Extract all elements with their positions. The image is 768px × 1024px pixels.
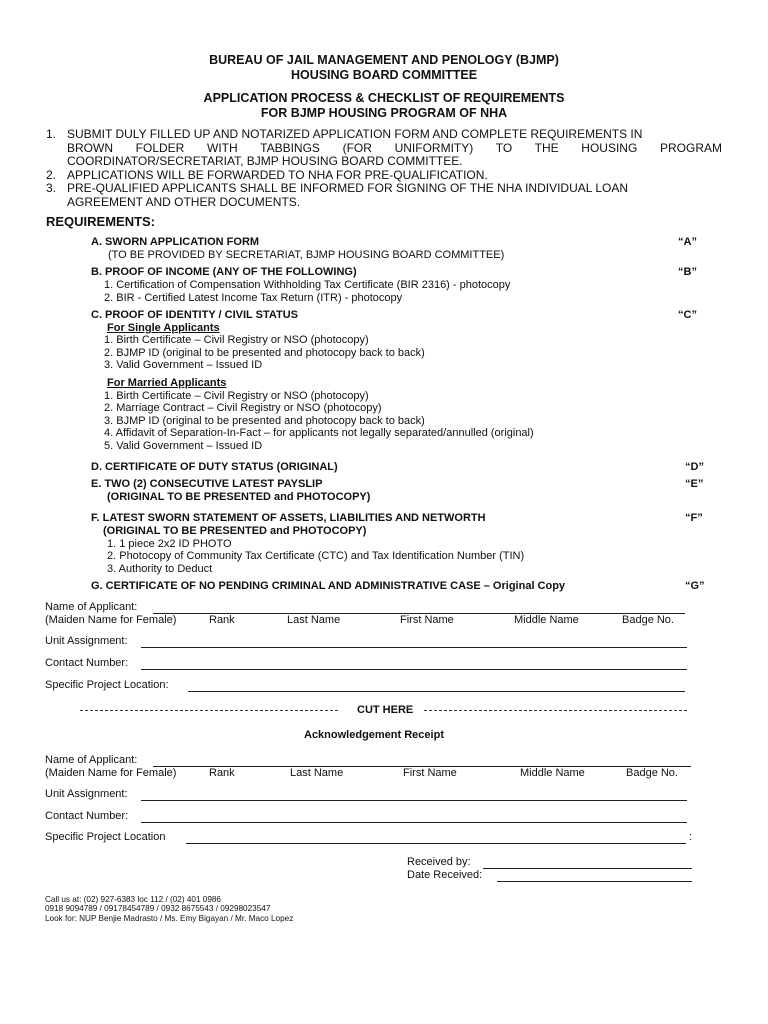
process-item: 2. APPLICATIONS WILL BE FORWARDED TO NHA FOR PRE-QUALIFICATION.: [46, 167, 488, 182]
rank-label: Rank: [209, 767, 235, 779]
last-name-label: Last Name: [290, 767, 344, 779]
req-c-title: C. PROOF OF IDENTITY / CIVIL STATUS: [91, 309, 298, 321]
list-item: 3. Authority to Deduct: [107, 563, 213, 575]
req-e-title: E. TWO (2) CONSECUTIVE LATEST PAYSLIP: [91, 478, 323, 490]
req-f-sub: (ORIGINAL TO BE PRESENTED and PHOTOCOPY): [103, 525, 367, 537]
maiden-name-label: (Maiden Name for Female): [45, 767, 177, 779]
middle-name-label: Middle Name: [520, 767, 585, 779]
process-list: [46, 128, 722, 209]
req-b-title: B. PROOF OF INCOME (ANY OF THE FOLLOWING): [91, 266, 357, 278]
footer-call: Call us at: (02) 927-6383 loc 112 / (02) 401 0986: [45, 895, 221, 904]
unit-assignment-field[interactable]: [141, 800, 687, 801]
requirements-heading: REQUIREMENTS:: [46, 214, 156, 229]
list-item: 2. Marriage Contract – Civil Registry or NSO (photocopy): [104, 402, 382, 414]
req-f-title: F. LATEST SWORN STATEMENT OF ASSETS, LIABILITIES AND NETWORTH: [91, 512, 486, 524]
single-applicants-label: For Single Applicants: [107, 322, 220, 334]
last-name-label: Last Name: [287, 614, 341, 626]
project-location-field[interactable]: [188, 691, 685, 692]
contact-number-field[interactable]: [141, 822, 687, 823]
list-item: 1. Certification of Compensation Withholding Tax Certificate (BIR 2316) - photocopy: [104, 279, 511, 291]
rank-label: Rank: [209, 614, 235, 626]
footer-contacts: Look for: NUP Benjie Madrasto / Ms. Emy Bigayan / Mr. Maco Lopez: [45, 914, 294, 923]
header-agency: BUREAU OF JAIL MANAGEMENT AND PENOLOGY (BJMP): [209, 53, 559, 67]
cut-line-left: [80, 710, 338, 711]
married-applicants-label: For Married Applicants: [107, 377, 227, 389]
cut-here-label: CUT HERE: [357, 704, 414, 716]
name-of-applicant-label: Name of Applicant:: [45, 601, 138, 613]
first-name-label: First Name: [400, 614, 454, 626]
list-item: 1. Birth Certificate – Civil Registry or NSO (photocopy): [104, 390, 369, 402]
list-item: 5. Valid Government – Issued ID: [104, 440, 263, 452]
received-by-field[interactable]: [483, 868, 692, 869]
req-e-sub: (ORIGINAL TO BE PRESENTED and PHOTOCOPY): [107, 491, 371, 503]
req-d-title: D. CERTIFICATE OF DUTY STATUS (ORIGINAL): [91, 461, 338, 473]
process-item: 1. SUBMIT DULY FILLED UP AND NOTARIZED APPLICATION FORM AND COMPLETE REQUIREMENTS IN BROWN FOLDER WITH TABBINGS (FOR UNIFORMITY) TO THE HOUSING PROGRAM COORDINATOR/SECRETARIAT, BJMP HOUSING BOARD COMMITTEE.: [46, 127, 722, 168]
req-a-title: A. SWORN APPLICATION FORM: [91, 236, 260, 248]
contact-number-label: Contact Number:: [45, 810, 129, 822]
req-a-tab: “A”: [678, 236, 697, 248]
process-item: 3. PRE-QUALIFIED APPLICANTS SHALL BE INFORMED FOR SIGNING OF THE NHA INDIVIDUAL LOAN AGREEMENT AND OTHER DOCUMENTS.: [46, 181, 628, 209]
unit-assignment-label: Unit Assignment:: [45, 635, 128, 647]
receipt-title: Acknowledgement Receipt: [304, 729, 444, 741]
project-location-field[interactable]: [186, 843, 686, 844]
received-by-label: Received by:: [407, 856, 471, 868]
req-g-title: G. CERTIFICATE OF NO PENDING CRIMINAL AND ADMINISTRATIVE CASE – Original Copy: [91, 580, 566, 592]
list-item: 3. Valid Government – Issued ID: [104, 359, 263, 371]
contact-number-field[interactable]: [141, 669, 687, 670]
date-received-field[interactable]: [497, 881, 692, 882]
unit-assignment-field[interactable]: [141, 647, 687, 648]
badge-no-label: Badge No.: [626, 767, 678, 779]
date-received-label: Date Received:: [407, 869, 483, 881]
project-location-colon: :: [689, 831, 693, 843]
list-item: 4. Affidavit of Separation-In-Fact – for applicants not legally separated/annulled (original): [104, 427, 534, 439]
req-g-tab: “G”: [685, 580, 705, 592]
req-f-tab: “F”: [685, 512, 703, 524]
req-b-tab: “B”: [678, 266, 697, 278]
project-location-label: Specific Project Location:: [45, 679, 169, 691]
project-location-label: Specific Project Location: [45, 831, 166, 843]
contact-number-label: Contact Number:: [45, 657, 129, 669]
list-item: 2. BIR - Certified Latest Income Tax Return (ITR) - photocopy: [104, 292, 403, 304]
header-subtitle: FOR BJMP HOUSING PROGRAM OF NHA: [260, 106, 508, 120]
list-item: 3. BJMP ID (original to be presented and photocopy back to back): [104, 415, 425, 427]
badge-no-label: Badge No.: [622, 614, 674, 626]
cut-line-right: [424, 710, 687, 711]
req-a-note: (TO BE PROVIDED BY SECRETARIAT, BJMP HOUSING BOARD COMMITTEE): [108, 249, 505, 261]
header-committee: HOUSING BOARD COMMITTEE: [290, 68, 478, 82]
req-e-tab: “E”: [685, 478, 704, 490]
middle-name-label: Middle Name: [514, 614, 579, 626]
req-c-tab: “C”: [678, 309, 697, 321]
list-item: 2. Photocopy of Community Tax Certificate (CTC) and Tax Identification Number (TIN): [107, 550, 525, 562]
name-of-applicant-label: Name of Applicant:: [45, 754, 138, 766]
maiden-name-label: (Maiden Name for Female): [45, 614, 177, 626]
list-item: 1. 1 piece 2x2 ID PHOTO: [107, 538, 232, 550]
footer-mobile: 0918 9094789 / 09178454789 / 0932 8675543 / 09298023547: [45, 904, 271, 913]
req-d-tab: “D”: [685, 461, 704, 473]
first-name-label: First Name: [403, 767, 457, 779]
unit-assignment-label: Unit Assignment:: [45, 788, 128, 800]
list-item: 1. Birth Certificate – Civil Registry or NSO (photocopy): [104, 334, 369, 346]
list-item: 2. BJMP ID (original to be presented and photocopy back to back): [104, 347, 425, 359]
header-title: APPLICATION PROCESS & CHECKLIST OF REQUIREMENTS: [203, 91, 565, 105]
